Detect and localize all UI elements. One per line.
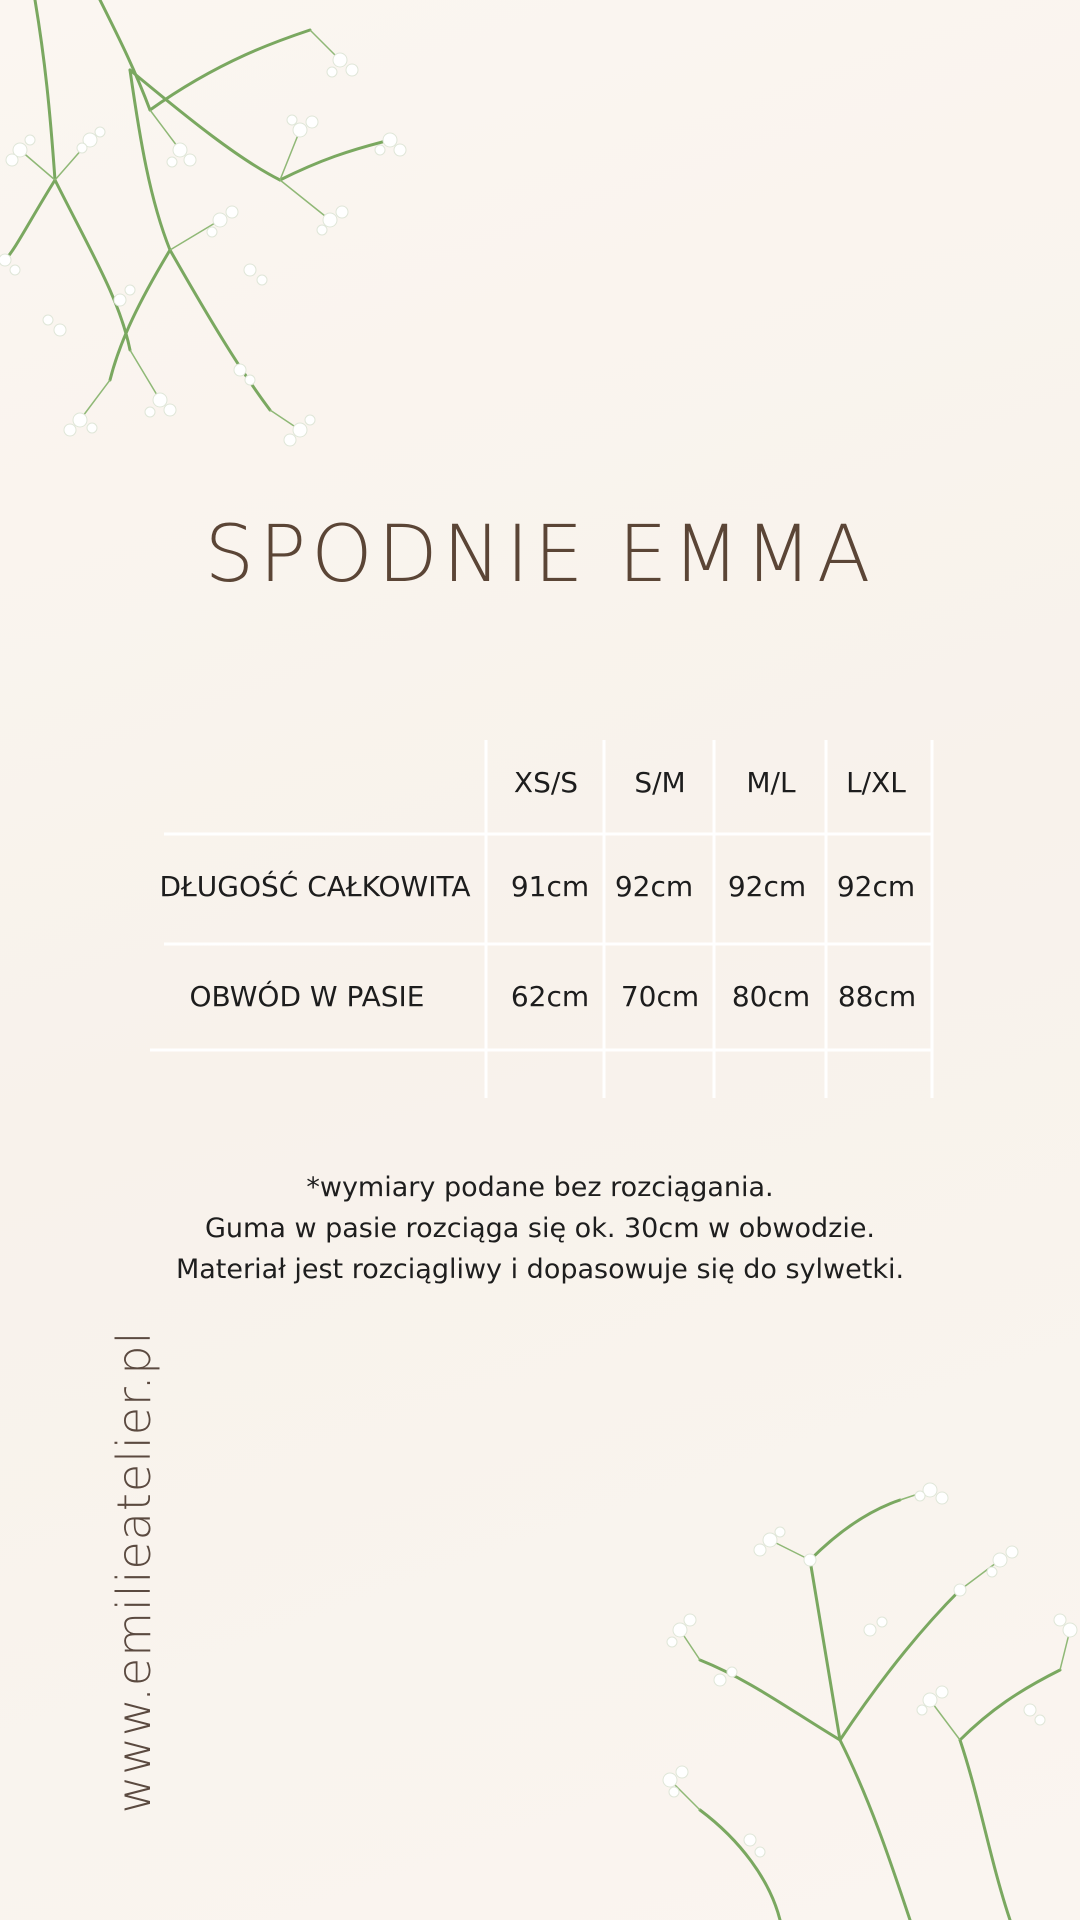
floral-decoration-bottom <box>660 1480 1080 1920</box>
cell-value: 62cm <box>510 980 590 1013</box>
header-l-xl: L/XL <box>846 766 906 799</box>
cell-value: 80cm <box>731 980 811 1013</box>
floral-decoration-top <box>0 0 420 460</box>
note-line-1: *wymiary podane bez rozciągania. <box>306 1172 774 1203</box>
header-m-l: M/L <box>746 766 796 799</box>
note-line-3: Materiał jest rozciągliwy i dopasowuje się do sylwetki. <box>175 1254 905 1285</box>
cell-value: 92cm <box>836 870 916 903</box>
row-label-total-length: DŁUGOŚĆ CAŁKOWITA <box>159 870 471 903</box>
website-link[interactable]: www.emilieatelier.pl <box>107 1330 161 1814</box>
header-s-m: S/M <box>634 766 686 799</box>
cell-value: 91cm <box>510 870 590 903</box>
cell-value: 70cm <box>620 980 700 1013</box>
row-label-waist: OBWÓD W PASIE <box>189 980 425 1013</box>
page-title: SPODNIE EMMA <box>204 510 876 600</box>
cell-value: 92cm <box>614 870 694 903</box>
header-xs-s: XS/S <box>513 766 579 799</box>
note-line-2: Guma w pasie rozciąga się ok. 30cm w obwodzie. <box>204 1213 876 1244</box>
cell-value: 88cm <box>837 980 917 1013</box>
cell-value: 92cm <box>727 870 807 903</box>
